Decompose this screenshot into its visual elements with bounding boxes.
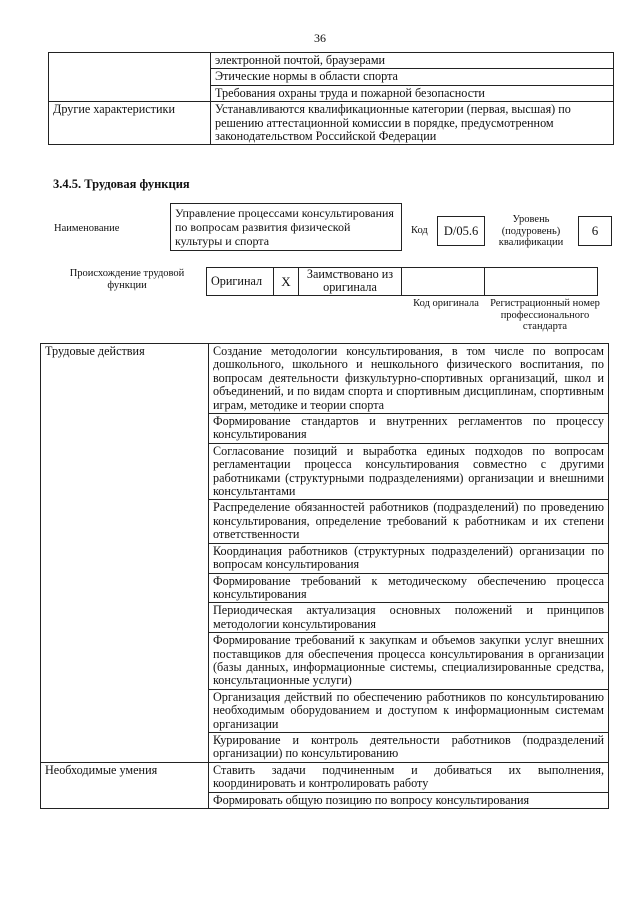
origin-label: Происхождение трудовой функции [69, 268, 185, 291]
labor-action-item: Курирование и контроль деятельности работников (подразделений организации) по консультированию [209, 732, 609, 762]
table-row [49, 102, 614, 145]
reg-number-label: Регистрационный номер профессионального стандарта [490, 298, 600, 333]
row-text: электронной почтой, браузерами [211, 53, 614, 69]
labor-action-item: Организация действий по обеспечению работников по консультированию необходимым оборудованием и доступом к информационным системам организации [209, 689, 609, 732]
labor-function-table [40, 343, 609, 809]
skills-label: Необходимые умения [41, 762, 209, 808]
labor-action-item: Координация работников (структурных подразделений) организации по вопросам консультирования [209, 543, 609, 573]
row-label: Другие характеристики [49, 102, 211, 145]
table-row [207, 268, 598, 296]
labor-actions-label: Трудовые действия [41, 344, 209, 763]
labor-action-item: Периодическая актуализация основных положений и принципов методологии консультирования [209, 603, 609, 633]
origin-reg-cell [485, 268, 598, 296]
table-row [41, 344, 609, 414]
page-number: 36 [314, 31, 326, 45]
origin-table [206, 267, 598, 296]
labor-action-item: Формирование требований к закупкам и объемов закупки услуг внешних поставщиков для обеспечения процесса консультирования в организации (базы данных, информационные системы, специализированные средства, консультационные услуги) [209, 633, 609, 690]
row-text: Требования охраны труда и пожарной безопасности [211, 85, 614, 101]
labor-action-item: Распределение обязанностей работников (подразделений) по проведению консультирования, определение требований к работникам и их степени ответственности [209, 500, 609, 543]
function-name-label: Наименование [54, 223, 120, 234]
table-row [41, 762, 609, 792]
code-value: D/05.6 [437, 216, 485, 246]
function-name-value: Управление процессами консультирования по вопросам развития физической культуры и спорта [170, 203, 402, 251]
skill-item: Ставить задачи подчиненным и добиваться их выполнения, координировать и контролировать работу [209, 762, 609, 792]
code-label: Код [411, 225, 428, 236]
origin-code-cell [402, 268, 485, 296]
row-text: Этические нормы в области спорта [211, 69, 614, 85]
labor-action-item: Согласование позиций и выработка единых подходов по вопросам регламентации процесса консультирования совместно с другими работниками (структурными подразделениями) организации и внешними консультантами [209, 443, 609, 500]
origin-borrowed-label: Заимствовано из оригинала [299, 268, 402, 296]
skill-item: Формировать общую позицию по вопросу консультирования [209, 792, 609, 808]
top-characteristics-table [48, 52, 614, 145]
section-title: 3.4.5. Трудовая функция [53, 177, 190, 191]
code-original-label: Код оригинала [413, 298, 479, 309]
row-label [49, 53, 211, 102]
row-text: Устанавливаются квалификационные категории (первая, высшая) по решению аттестационной комиссии в порядке, предусмотренном законодательством Российской Федерации [211, 102, 614, 145]
labor-action-item: Создание методологии консультирования, в том числе по вопросам дошкольного, школьного и нешкольного физического воспитания, по вопросам деятельности физкультурно-спортивных организаций, школ и объединений, и по видам спорта и спортивным дисциплинам, спортивным играм, методике и теории спорта [209, 344, 609, 414]
labor-action-item: Формирование требований к методическому обеспечению процесса консультирования [209, 573, 609, 603]
origin-mark: X [274, 268, 299, 296]
qualification-level-label: Уровень (подуровень) квалификации [498, 214, 564, 249]
table-row [49, 53, 614, 69]
origin-original-label: Оригинал [207, 268, 274, 296]
labor-action-item: Формирование стандартов и внутренних регламентов по процессу консультирования [209, 414, 609, 444]
qualification-level-value: 6 [578, 216, 612, 246]
